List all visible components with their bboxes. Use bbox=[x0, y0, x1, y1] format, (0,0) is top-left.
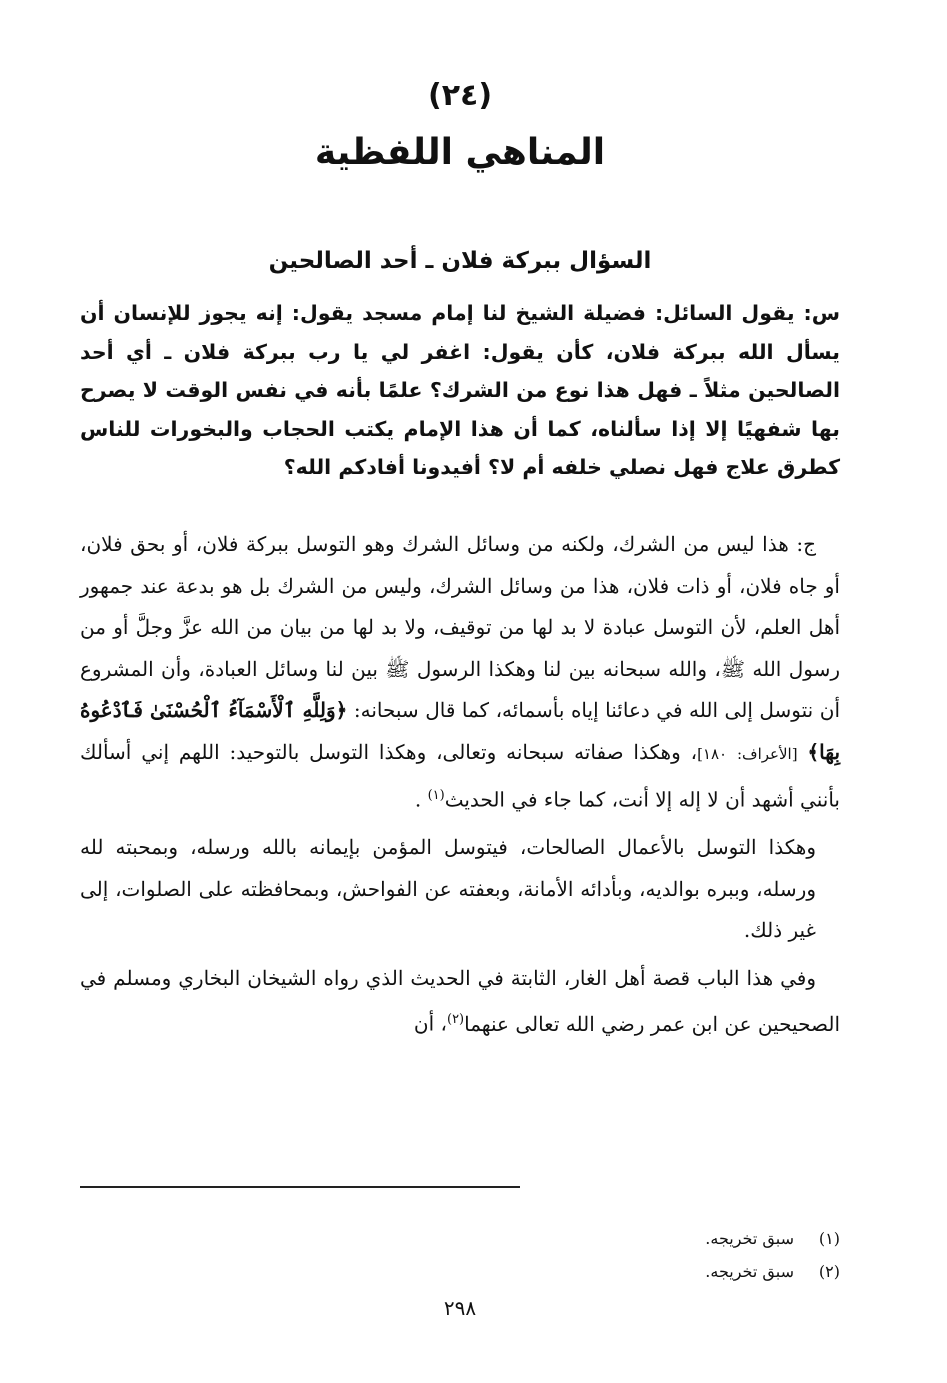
quran-reference-close: ١٨٠] bbox=[697, 744, 728, 763]
question-text: س: يقول السائل: فضيلة الشيخ لنا إمام مسجد يقول: إنه يجوز للإنسان أن يسأل الله ببركة فلان، كأن يقول: اغفر لي يا رب ببركة فلان ـ أي أحد الصالحين مثلاً ـ فهل هذا نوع من الشرك؟ علمًا بأنه في نفس الوقت لا يصرح بها شفهيًا إلا إذا سألناه، كما أن هذا الإمام يكتب الحجاب والبخورات للناس كطرق علاج فهل نصلي خلفه أم لا؟ أفيدونا أفادكم الله؟ bbox=[80, 301, 840, 479]
footnotes bbox=[80, 1222, 840, 1288]
quran-reference-open: [الأعراف: bbox=[736, 744, 798, 763]
footnote-item: (١)سبق تخريجه. bbox=[705, 1229, 840, 1248]
book-page bbox=[80, 0, 840, 1383]
quran-verse: ﴿وَلِلَّهِ ٱلْأَسْمَآءُ ٱلْحُسْنَىٰ فَٱدْعُوهُ بِهَا﴾ bbox=[80, 698, 841, 764]
page-number: ٢٩٨ bbox=[443, 1296, 477, 1320]
footnote-mark-2: (٢) bbox=[446, 1012, 465, 1028]
answer-paragraph-1: ج: هذا ليس من الشرك، ولكنه من وسائل الشرك وهو التوسل ببركة فلان، أو بحق فلان، أو جاه فلان، أو ذات فلان، هذا من وسائل الشرك، وليس من الشرك بل هو بدعة عند جمهور أهل العلم، لأن التوسل عبادة لا بد لها من توقيف، ولا بد لها من بيان من الله عزَّ وجلَّ أو من رسول الله ﷺ، والله سبحانه بين لنا وهكذا الرسول ﷺ بين لنا وسائل العبادة، وأن المشروع أن نتوسل إلى الله في دعائنا إياه بأسمائه، كما قال سبحانه: ﴿وَلِلَّهِ ٱلْأَسْمَآءُ ٱلْحُسْنَىٰ فَٱدْعُوهُ بِهَا﴾ [الأعراف: ١٨٠]، وهكذا صفاته سبحانه وتعالى، وهكذا التوسل بالتوحيد: اللهم إني أسألك بأنني أشهد أن لا إله إلا أنت، كما جاء في الحديث$^{(١)}$ . bbox=[80, 532, 841, 812]
answer-paragraph-3: وفي هذا الباب قصة أهل الغار، الثابتة في الحديث الذي رواه الشيخان البخاري ومسلم في الصحيحين عن ابن عمر رضي الله تعالى عنهما$^{(٢)}$، أن bbox=[80, 965, 840, 1036]
chapter-number: (٢٤) bbox=[427, 78, 493, 113]
answer-paragraph-2: وهكذا التوسل بالأعمال الصالحات، فيتوسل المؤمن بإيمانه بالله ورسله، وبمحبته لله ورسله، وببره بوالديه، وبأدائه الأمانة، وبعفته عن الفواحش، وبمحافظته على الصلوات، إلى غير ذلك. bbox=[80, 835, 816, 943]
chapter-title: المناهي اللفظية bbox=[314, 132, 606, 173]
question-heading: السؤال ببركة فلان ـ أحد الصالحين bbox=[268, 248, 652, 274]
footnote-mark-1: (١) bbox=[427, 788, 445, 803]
footnote-separator bbox=[80, 1186, 520, 1188]
footnote-item: (٢)سبق تخريجه. bbox=[705, 1262, 840, 1281]
answer-block bbox=[80, 524, 840, 1045]
